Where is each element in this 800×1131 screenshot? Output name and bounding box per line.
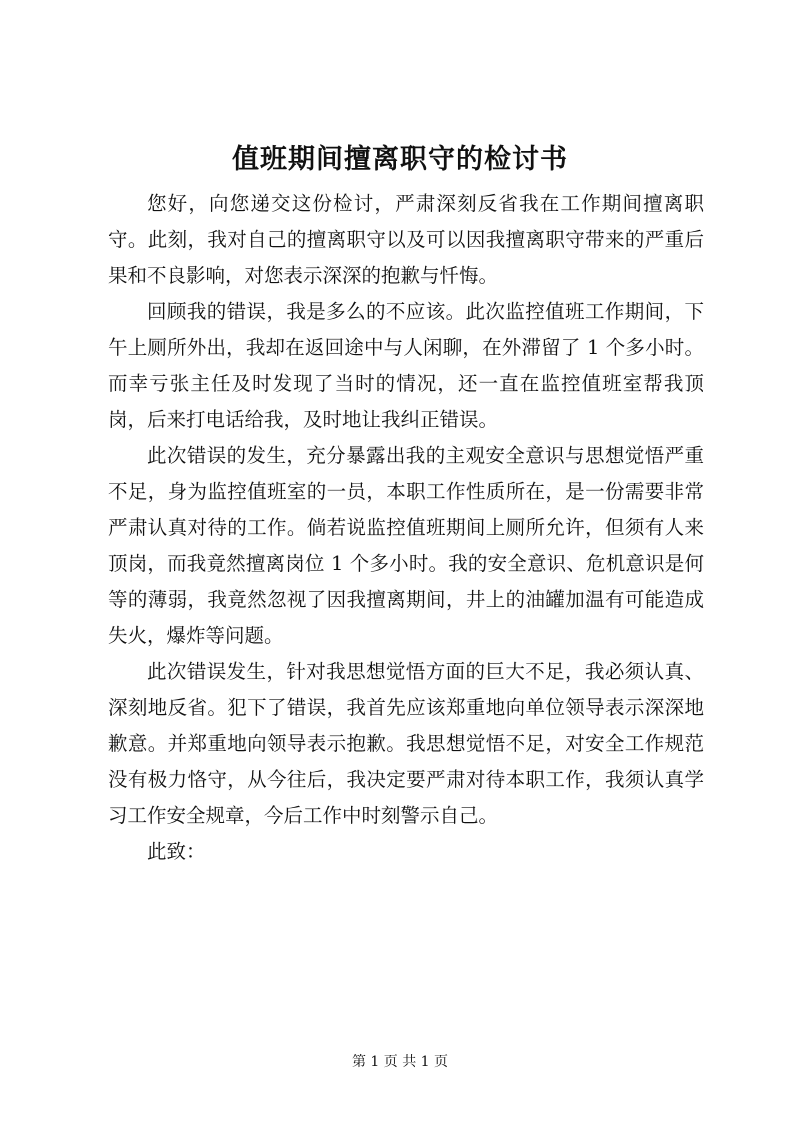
paragraph-review: 回顾我的错误，我是多么的不应该。此次监控值班工作期间，下午上厕所外出，我却在返回途中与人闲聊，在外滞留了 1 个多小时。而幸亏张主任及时发现了当时的情况，还一直在监控值班室帮我顶岗，后来打电话给我，及时地让我纠正错误。 (108, 300, 704, 431)
document-body (108, 186, 704, 870)
paragraph-closing: 此致： (147, 840, 206, 863)
document-title: 值班期间擅离职守的检讨书 (232, 144, 568, 175)
paragraph-greeting: 您好，向您递交这份检讨，严肃深刻反省我在工作期间擅离职守。此刻，我对自己的擅离职守以及可以因我擅离职守带来的严重后果和不良影响，对您表示深深的抱歉与忏悔。 (108, 192, 704, 287)
paragraph-analysis: 此次错误的发生，充分暴露出我的主观安全意识与思想觉悟严重不足，身为监控值班室的一员，本职工作性质所在，是一份需要非常严肃认真对待的工作。倘若说监控值班期间上厕所允许，但须有人来顶岗，而我竟然擅离岗位 1 个多小时。我的安全意识、危机意识是何等的薄弱，我竟然忽视了因我擅离期间，井上的油罐加温有可能造成失火，爆炸等问题。 (108, 444, 704, 647)
paragraph-reflection: 此次错误发生，针对我思想觉悟方面的巨大不足，我必须认真、深刻地反省。犯下了错误，我首先应该郑重地向单位领导表示深深地歉意。并郑重地向领导表示抱歉。我思想觉悟不足，对安全工作规范没有极力恪守，从今往后，我决定要严肃对待本职工作，我须认真学习工作安全规章，今后工作中时刻警示自己。 (108, 660, 704, 827)
page-footer: 第 1 页 共 1 页 (351, 1054, 449, 1070)
